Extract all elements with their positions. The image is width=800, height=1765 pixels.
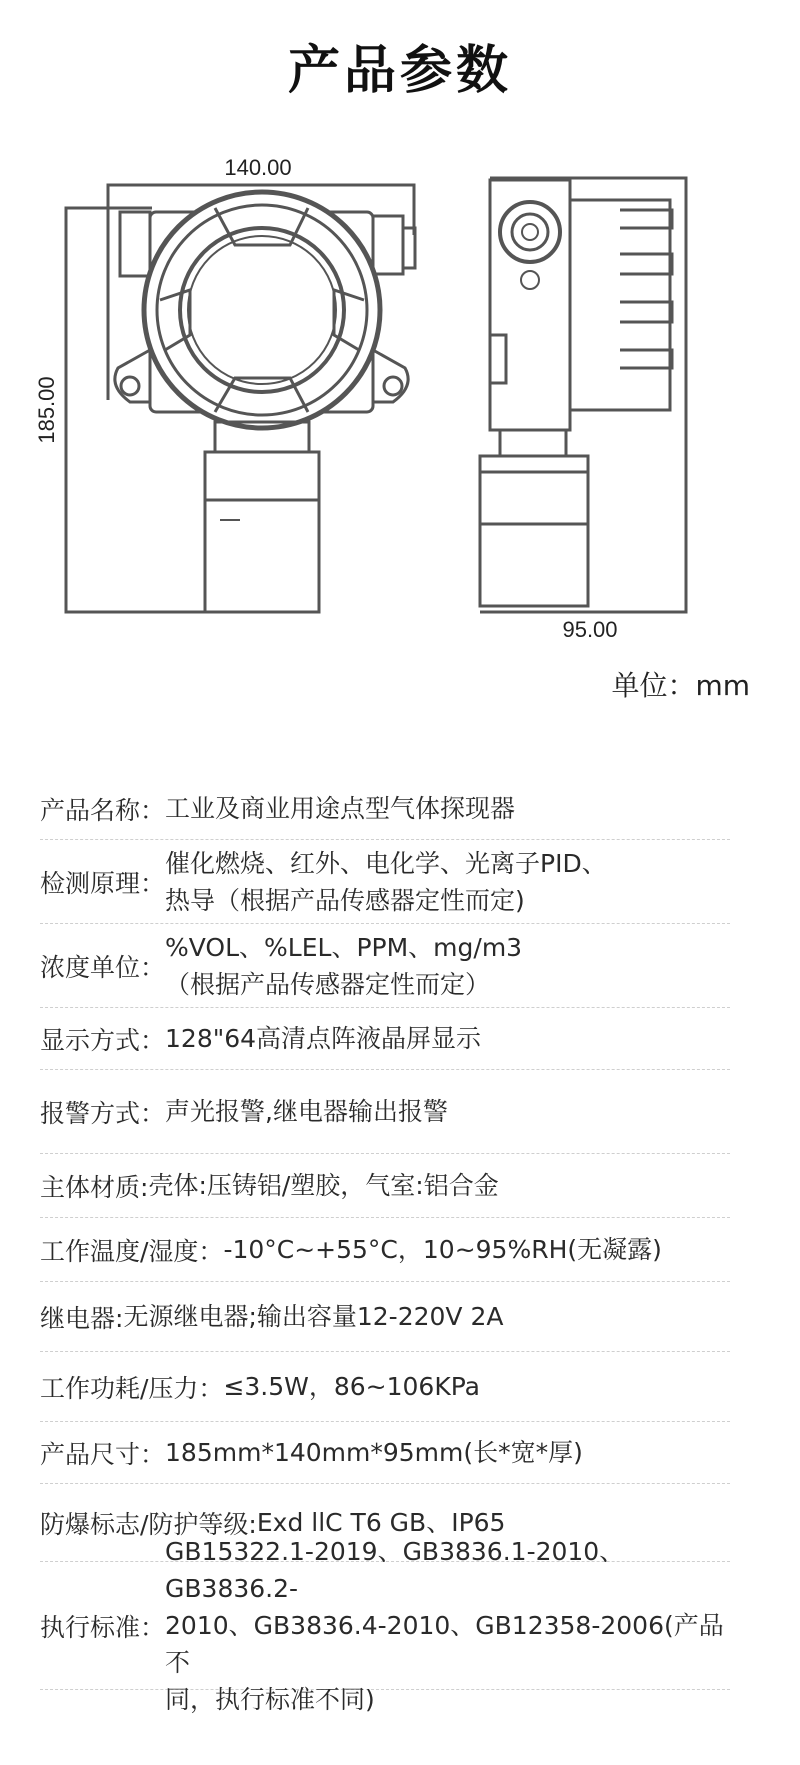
spec-value bbox=[165, 790, 515, 827]
spec-label: 主体材质: bbox=[40, 1172, 149, 1202]
spec-label: 检测原理： bbox=[40, 868, 166, 898]
spec-value bbox=[165, 1533, 730, 1718]
spec-value-line: 工业及商业用途点型气体探现器 bbox=[165, 794, 516, 823]
spec-value-line: 2010、GB3836.4-2010、GB12358-2006(产品不 bbox=[165, 1611, 724, 1677]
spec-value bbox=[148, 1167, 498, 1204]
spec-value-line: -10°C~+55°C，10~95%RH(无凝露) bbox=[223, 1235, 662, 1264]
spec-label: 防爆标志/防护等级: bbox=[40, 1509, 257, 1539]
side-view bbox=[480, 178, 686, 612]
spec-row bbox=[40, 1352, 730, 1422]
spec-value-line: 无源继电器;输出容量12-220V 2A bbox=[123, 1302, 504, 1331]
spec-value bbox=[165, 1434, 583, 1471]
spec-label: 产品尺寸： bbox=[40, 1439, 166, 1469]
spec-value-line: ≤3.5W，86~106KPa bbox=[223, 1372, 481, 1401]
spec-value-line: 催化燃烧、红外、电化学、光离子PID、 bbox=[165, 848, 607, 878]
spec-row bbox=[40, 924, 730, 1008]
width-dimension-label: 140.00 bbox=[224, 155, 292, 180]
spec-value bbox=[223, 1368, 480, 1405]
spec-label: 工作功耗/压力： bbox=[40, 1373, 224, 1403]
spec-value-line: 热导（根据产品传感器定性而定) bbox=[165, 885, 525, 915]
spec-value-line: 声光报警,继电器输出报警 bbox=[165, 1097, 448, 1126]
spec-table bbox=[40, 778, 730, 1714]
spec-value bbox=[123, 1298, 503, 1335]
spec-row bbox=[40, 1537, 730, 1714]
height-dimension-label: 185.00 bbox=[34, 376, 59, 444]
spec-value-line: GB15322.1-2019、GB3836.1-2010、GB3836.2- bbox=[165, 1537, 625, 1603]
spec-value bbox=[165, 845, 607, 919]
spec-row bbox=[40, 1070, 730, 1154]
spec-label: 浓度单位： bbox=[40, 952, 166, 982]
front-view bbox=[115, 192, 415, 612]
spec-value-line: 185mm*140mm*95mm(长*宽*厚) bbox=[165, 1438, 583, 1467]
spec-value-line: 壳体:压铸铝/塑胶，气室:铝合金 bbox=[148, 1171, 499, 1200]
spec-row bbox=[40, 1282, 730, 1352]
depth-dimension-label: 95.00 bbox=[562, 617, 618, 642]
spec-row bbox=[40, 1008, 730, 1070]
spec-label: 显示方式： bbox=[40, 1025, 166, 1055]
spec-label: 工作温度/湿度： bbox=[40, 1236, 224, 1266]
spec-row bbox=[40, 778, 730, 840]
spec-value-line: 同，执行标准不同) bbox=[165, 1685, 375, 1714]
spec-value-line: Exd llC T6 GB、IP65 bbox=[256, 1508, 506, 1537]
spec-row bbox=[40, 1422, 730, 1484]
spec-value-line: 128"64高清点阵液晶屏显示 bbox=[165, 1024, 482, 1053]
spec-value bbox=[223, 1231, 661, 1268]
page-title: 产品参数 bbox=[287, 41, 512, 101]
spec-value bbox=[165, 929, 522, 1003]
spec-label: 产品名称： bbox=[40, 795, 166, 825]
unit-label: 单位：mm bbox=[611, 669, 750, 702]
spec-value-line: %VOL、%LEL、PPM、mg/m3 bbox=[165, 932, 523, 962]
spec-label: 继电器: bbox=[40, 1303, 124, 1333]
spec-value bbox=[165, 1093, 448, 1130]
spec-row bbox=[40, 840, 730, 924]
product-dimension-drawing bbox=[0, 150, 800, 670]
spec-value-line: （根据产品传感器定性而定） bbox=[165, 969, 491, 999]
spec-label: 报警方式： bbox=[40, 1098, 166, 1128]
spec-row bbox=[40, 1154, 730, 1218]
spec-label: 执行标准： bbox=[40, 1612, 166, 1642]
spec-row bbox=[40, 1218, 730, 1282]
depth-dimension-line bbox=[480, 178, 686, 612]
spec-value bbox=[165, 1020, 481, 1057]
